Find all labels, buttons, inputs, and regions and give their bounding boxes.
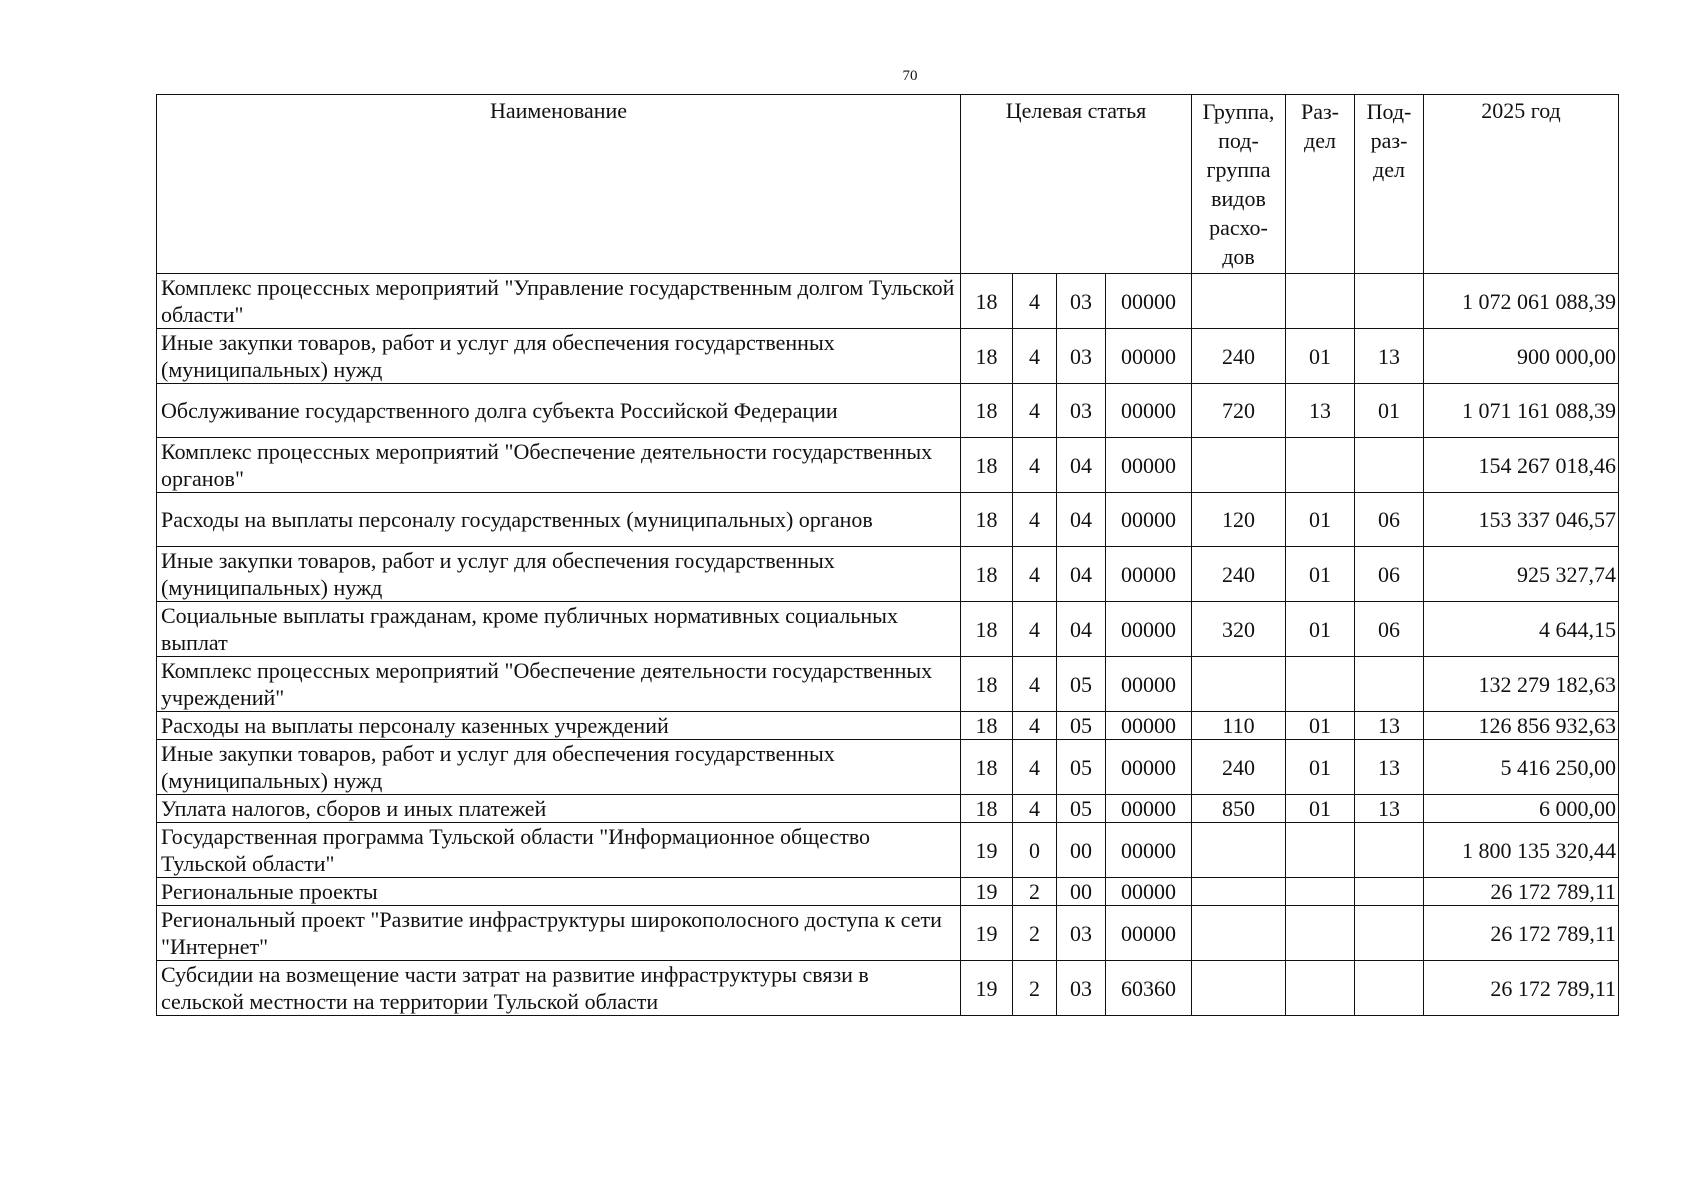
code-subprogram: 4 [1013, 740, 1057, 795]
amount-2025: 1 800 135 320,44 [1424, 823, 1619, 878]
code-measure: 05 [1057, 712, 1106, 740]
expense-group: 720 [1192, 384, 1286, 438]
row-name: Расходы на выплаты персоналу государственных (муниципальных) органов [157, 493, 961, 547]
section: 01 [1286, 547, 1355, 602]
code-program: 18 [961, 438, 1013, 493]
amount-2025: 5 416 250,00 [1424, 740, 1619, 795]
code-subprogram: 4 [1013, 493, 1057, 547]
table-row [157, 906, 1619, 961]
code-direction: 00000 [1106, 740, 1192, 795]
table-row [157, 274, 1619, 329]
code-program: 18 [961, 740, 1013, 795]
code-measure: 04 [1057, 547, 1106, 602]
expense-group: 240 [1192, 547, 1286, 602]
code-measure: 03 [1057, 906, 1106, 961]
table-row [157, 547, 1619, 602]
code-measure: 03 [1057, 274, 1106, 329]
row-name: Иные закупки товаров, работ и услуг для обеспечения государственных (муниципальных) нужд [157, 740, 961, 795]
amount-2025: 26 172 789,11 [1424, 878, 1619, 906]
subsection: 13 [1355, 329, 1424, 384]
table-row [157, 438, 1619, 493]
subsection [1355, 823, 1424, 878]
amount-2025: 126 856 932,63 [1424, 712, 1619, 740]
expense-group [1192, 657, 1286, 712]
code-subprogram: 4 [1013, 329, 1057, 384]
code-program: 18 [961, 657, 1013, 712]
amount-2025: 925 327,74 [1424, 547, 1619, 602]
subsection [1355, 906, 1424, 961]
expense-group [1192, 438, 1286, 493]
expense-group: 320 [1192, 602, 1286, 657]
header-name: Наименование [157, 95, 961, 274]
subsection: 06 [1355, 493, 1424, 547]
code-program: 18 [961, 329, 1013, 384]
row-name: Комплекс процессных мероприятий "Обеспечение деятельности государственных учреждений" [157, 657, 961, 712]
row-name: Государственная программа Тульской области "Информационное общество Тульской области" [157, 823, 961, 878]
table-row [157, 878, 1619, 906]
code-measure: 05 [1057, 740, 1106, 795]
section [1286, 274, 1355, 329]
code-direction: 00000 [1106, 274, 1192, 329]
section [1286, 823, 1355, 878]
code-measure: 00 [1057, 823, 1106, 878]
section: 01 [1286, 602, 1355, 657]
subsection [1355, 657, 1424, 712]
budget-table [156, 94, 1619, 1016]
row-name: Социальные выплаты гражданам, кроме публичных нормативных социальных выплат [157, 602, 961, 657]
code-measure: 00 [1057, 878, 1106, 906]
code-subprogram: 4 [1013, 795, 1057, 823]
section: 13 [1286, 384, 1355, 438]
subsection: 06 [1355, 547, 1424, 602]
code-measure: 03 [1057, 329, 1106, 384]
code-measure: 04 [1057, 493, 1106, 547]
section [1286, 438, 1355, 493]
expense-group: 120 [1192, 493, 1286, 547]
code-direction: 00000 [1106, 906, 1192, 961]
code-measure: 04 [1057, 438, 1106, 493]
amount-2025: 4 644,15 [1424, 602, 1619, 657]
subsection: 06 [1355, 602, 1424, 657]
header-expense-group: Группа, под-группа видов расхо-дов [1192, 95, 1286, 274]
code-subprogram: 2 [1013, 906, 1057, 961]
code-direction: 00000 [1106, 329, 1192, 384]
amount-2025: 1 072 061 088,39 [1424, 274, 1619, 329]
expense-group [1192, 878, 1286, 906]
amount-2025: 132 279 182,63 [1424, 657, 1619, 712]
code-measure: 05 [1057, 795, 1106, 823]
expense-group: 240 [1192, 329, 1286, 384]
amount-2025: 900 000,00 [1424, 329, 1619, 384]
row-name: Региональный проект "Развитие инфраструктуры широкополосного доступа к сети "Интернет" [157, 906, 961, 961]
code-direction: 60360 [1106, 961, 1192, 1016]
code-program: 19 [961, 878, 1013, 906]
code-direction: 00000 [1106, 657, 1192, 712]
section [1286, 906, 1355, 961]
table-row [157, 740, 1619, 795]
row-name: Комплекс процессных мероприятий "Обеспечение деятельности государственных органов" [157, 438, 961, 493]
code-program: 19 [961, 823, 1013, 878]
code-program: 19 [961, 961, 1013, 1016]
code-direction: 00000 [1106, 384, 1192, 438]
header-section: Раз-дел [1286, 95, 1355, 274]
section [1286, 961, 1355, 1016]
code-program: 18 [961, 795, 1013, 823]
code-subprogram: 4 [1013, 274, 1057, 329]
row-name: Уплата налогов, сборов и иных платежей [157, 795, 961, 823]
code-measure: 04 [1057, 602, 1106, 657]
expense-group: 240 [1192, 740, 1286, 795]
code-direction: 00000 [1106, 547, 1192, 602]
code-direction: 00000 [1106, 493, 1192, 547]
table-row [157, 602, 1619, 657]
subsection [1355, 438, 1424, 493]
subsection: 13 [1355, 740, 1424, 795]
code-measure: 03 [1057, 961, 1106, 1016]
code-subprogram: 0 [1013, 823, 1057, 878]
code-program: 18 [961, 274, 1013, 329]
expense-group: 850 [1192, 795, 1286, 823]
amount-2025: 26 172 789,11 [1424, 906, 1619, 961]
header-target-article: Целевая статья [961, 95, 1192, 274]
row-name: Региональные проекты [157, 878, 961, 906]
code-subprogram: 4 [1013, 438, 1057, 493]
table-body [157, 274, 1619, 1016]
code-program: 19 [961, 906, 1013, 961]
code-direction: 00000 [1106, 602, 1192, 657]
row-name: Иные закупки товаров, работ и услуг для обеспечения государственных (муниципальных) нужд [157, 547, 961, 602]
code-subprogram: 4 [1013, 547, 1057, 602]
section [1286, 878, 1355, 906]
expense-group: 110 [1192, 712, 1286, 740]
code-subprogram: 2 [1013, 878, 1057, 906]
code-direction: 00000 [1106, 795, 1192, 823]
code-program: 18 [961, 493, 1013, 547]
row-name: Комплекс процессных мероприятий "Управление государственным долгом Тульской области" [157, 274, 961, 329]
row-name: Обслуживание государственного долга субъекта Российской Федерации [157, 384, 961, 438]
expense-group [1192, 274, 1286, 329]
subsection: 01 [1355, 384, 1424, 438]
code-program: 18 [961, 384, 1013, 438]
table-row [157, 657, 1619, 712]
code-subprogram: 4 [1013, 384, 1057, 438]
table-row [157, 823, 1619, 878]
section: 01 [1286, 712, 1355, 740]
table-row [157, 712, 1619, 740]
code-subprogram: 2 [1013, 961, 1057, 1016]
expense-group [1192, 906, 1286, 961]
code-program: 18 [961, 547, 1013, 602]
expense-group [1192, 961, 1286, 1016]
section: 01 [1286, 493, 1355, 547]
code-subprogram: 4 [1013, 602, 1057, 657]
page-number: 70 [902, 68, 918, 84]
expense-group [1192, 823, 1286, 878]
code-direction: 00000 [1106, 823, 1192, 878]
code-subprogram: 4 [1013, 657, 1057, 712]
table-row [157, 961, 1619, 1016]
row-name: Иные закупки товаров, работ и услуг для обеспечения государственных (муниципальных) нужд [157, 329, 961, 384]
subsection [1355, 961, 1424, 1016]
code-direction: 00000 [1106, 878, 1192, 906]
amount-2025: 6 000,00 [1424, 795, 1619, 823]
table-header-row [157, 95, 1619, 274]
table-row [157, 493, 1619, 547]
header-subsection: Под-раз-дел [1355, 95, 1424, 274]
amount-2025: 153 337 046,57 [1424, 493, 1619, 547]
section [1286, 657, 1355, 712]
section: 01 [1286, 740, 1355, 795]
amount-2025: 26 172 789,11 [1424, 961, 1619, 1016]
amount-2025: 1 071 161 088,39 [1424, 384, 1619, 438]
code-program: 18 [961, 602, 1013, 657]
subsection [1355, 878, 1424, 906]
table-row [157, 795, 1619, 823]
row-name: Субсидии на возмещение части затрат на развитие инфраструктуры связи в сельской местности на территории Тульской области [157, 961, 961, 1016]
table-row [157, 384, 1619, 438]
table-row [157, 329, 1619, 384]
subsection: 13 [1355, 795, 1424, 823]
code-direction: 00000 [1106, 712, 1192, 740]
header-year: 2025 год [1424, 95, 1619, 274]
subsection: 13 [1355, 712, 1424, 740]
amount-2025: 154 267 018,46 [1424, 438, 1619, 493]
code-subprogram: 4 [1013, 712, 1057, 740]
section: 01 [1286, 329, 1355, 384]
code-program: 18 [961, 712, 1013, 740]
code-measure: 05 [1057, 657, 1106, 712]
section: 01 [1286, 795, 1355, 823]
row-name: Расходы на выплаты персоналу казенных учреждений [157, 712, 961, 740]
code-measure: 03 [1057, 384, 1106, 438]
subsection [1355, 274, 1424, 329]
code-direction: 00000 [1106, 438, 1192, 493]
